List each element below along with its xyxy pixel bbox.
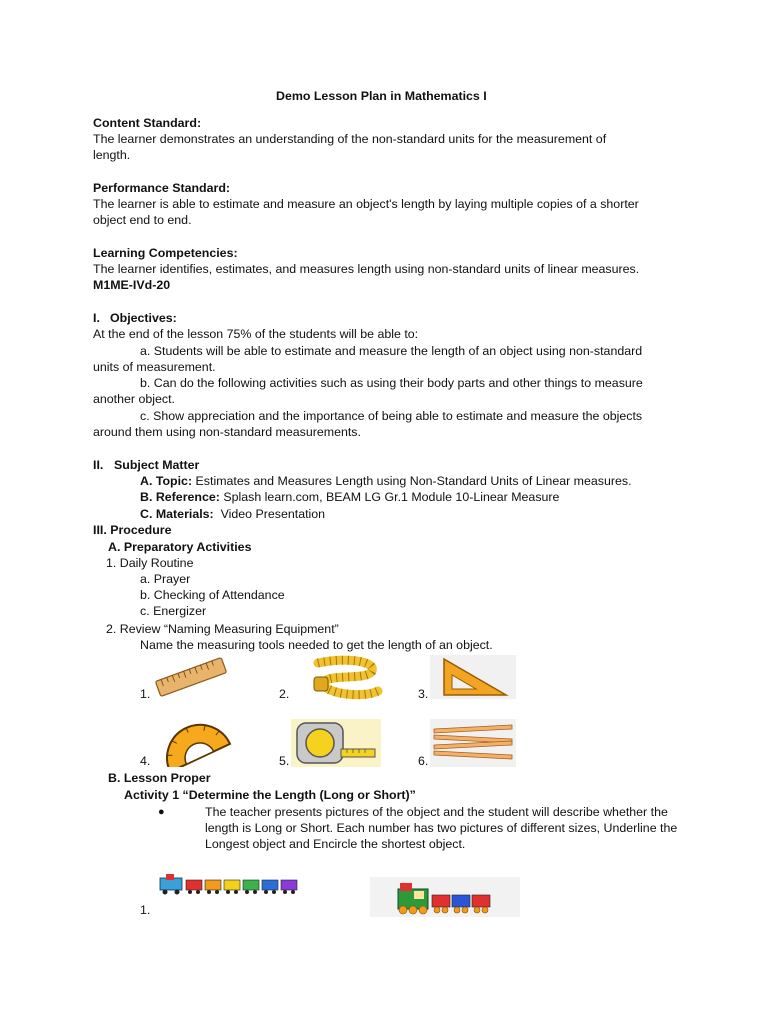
objective-b-line: b. Can do the following activities such as using their body parts and other things to measure xyxy=(140,376,643,390)
content-standard-heading: Content Standard: xyxy=(93,116,202,130)
ruler-icon xyxy=(152,655,230,699)
learning-competencies-line: The learner identifies, estimates, and measures length using non-standard units of linear measures. xyxy=(93,262,640,276)
document-title: Demo Lesson Plan in Mathematics I xyxy=(276,89,487,103)
reference-value: Splash learn.com, BEAM LG Gr.1 Module 10-Linear Measure xyxy=(223,490,560,504)
folding-ruler-icon xyxy=(430,719,516,767)
reference-label: B. Reference: xyxy=(140,490,220,504)
tool-number: 2. xyxy=(279,687,290,701)
triangle-ruler-icon xyxy=(430,655,516,699)
objective-a-line: units of measurement. xyxy=(93,360,216,374)
activity-heading: Activity 1 “Determine the Length (Long or Short)” xyxy=(124,788,416,802)
lesson-proper-heading: B. Lesson Proper xyxy=(108,771,211,785)
learning-competencies-heading: Learning Competencies: xyxy=(93,246,238,260)
objectives-heading: Objectives: xyxy=(110,311,177,325)
routine-item: a. Prayer xyxy=(140,572,191,586)
tool-number: 6. xyxy=(418,754,429,768)
review-instruction: Name the measuring tools needed to get the length of an object. xyxy=(140,638,493,652)
short-toy-train-icon xyxy=(370,877,520,917)
topic-line xyxy=(140,473,632,489)
reference-line xyxy=(140,489,559,505)
materials-line xyxy=(140,506,325,522)
objectives-intro: At the end of the lesson 75% of the students will be able to: xyxy=(93,327,419,341)
bullet-line: length is Long or Short. Each number has two pictures of different sizes, Underline the xyxy=(205,821,678,835)
performance-standard-line: The learner is able to estimate and measure an object's length by laying multiple copies of a shorter xyxy=(93,197,639,211)
materials-label: C. Materials: xyxy=(140,507,214,521)
review-heading: 2. Review “Naming Measuring Equipment” xyxy=(106,622,339,636)
subject-matter-numeral: II. xyxy=(93,458,104,472)
tool-number: 5. xyxy=(279,754,290,768)
tool-number: 3. xyxy=(418,687,429,701)
bullet-line: The teacher presents pictures of the object and the student will describe whether the xyxy=(205,805,668,819)
long-toy-train-icon xyxy=(158,872,308,896)
performance-standard-heading: Performance Standard: xyxy=(93,181,231,195)
competency-code: M1ME-IVd-20 xyxy=(93,278,171,292)
routine-item: b. Checking of Attendance xyxy=(140,588,285,602)
routine-item: c. Energizer xyxy=(140,604,207,618)
objective-c-line: around them using non-standard measurements. xyxy=(93,425,361,439)
procedure-heading: III. Procedure xyxy=(93,523,172,537)
bullet-line: Longest object and Encircle the shortest object. xyxy=(205,837,466,851)
content-standard-line: length. xyxy=(93,148,131,162)
tool-number: 4. xyxy=(140,754,151,768)
objective-c-line: c. Show appreciation and the importance of being able to estimate and measure the objects xyxy=(140,409,643,423)
daily-routine: 1. Daily Routine xyxy=(106,556,194,570)
objective-b-line: another object. xyxy=(93,392,175,406)
topic-value: Estimates and Measures Length using Non-Standard Units of Linear measures. xyxy=(195,474,632,488)
bullet-icon: ● xyxy=(158,806,165,818)
tape-measure-case-icon xyxy=(291,719,381,767)
protractor-icon xyxy=(152,719,238,767)
content-standard-line: The learner demonstrates an understanding of the non-standard units for the measurement of xyxy=(93,132,607,146)
performance-standard-line: object end to end. xyxy=(93,213,192,227)
item-number: 1. xyxy=(140,903,151,917)
topic-label: A. Topic: xyxy=(140,474,193,488)
tape-measure-icon xyxy=(306,655,390,701)
subject-matter-heading: Subject Matter xyxy=(114,458,200,472)
objective-a-line: a. Students will be able to estimate and measure the length of an object using non-standard xyxy=(140,344,643,358)
objectives-numeral: I. xyxy=(93,311,100,325)
tool-number: 1. xyxy=(140,687,151,701)
preparatory-activities-heading: A. Preparatory Activities xyxy=(108,540,252,554)
materials-value: Video Presentation xyxy=(220,507,326,521)
